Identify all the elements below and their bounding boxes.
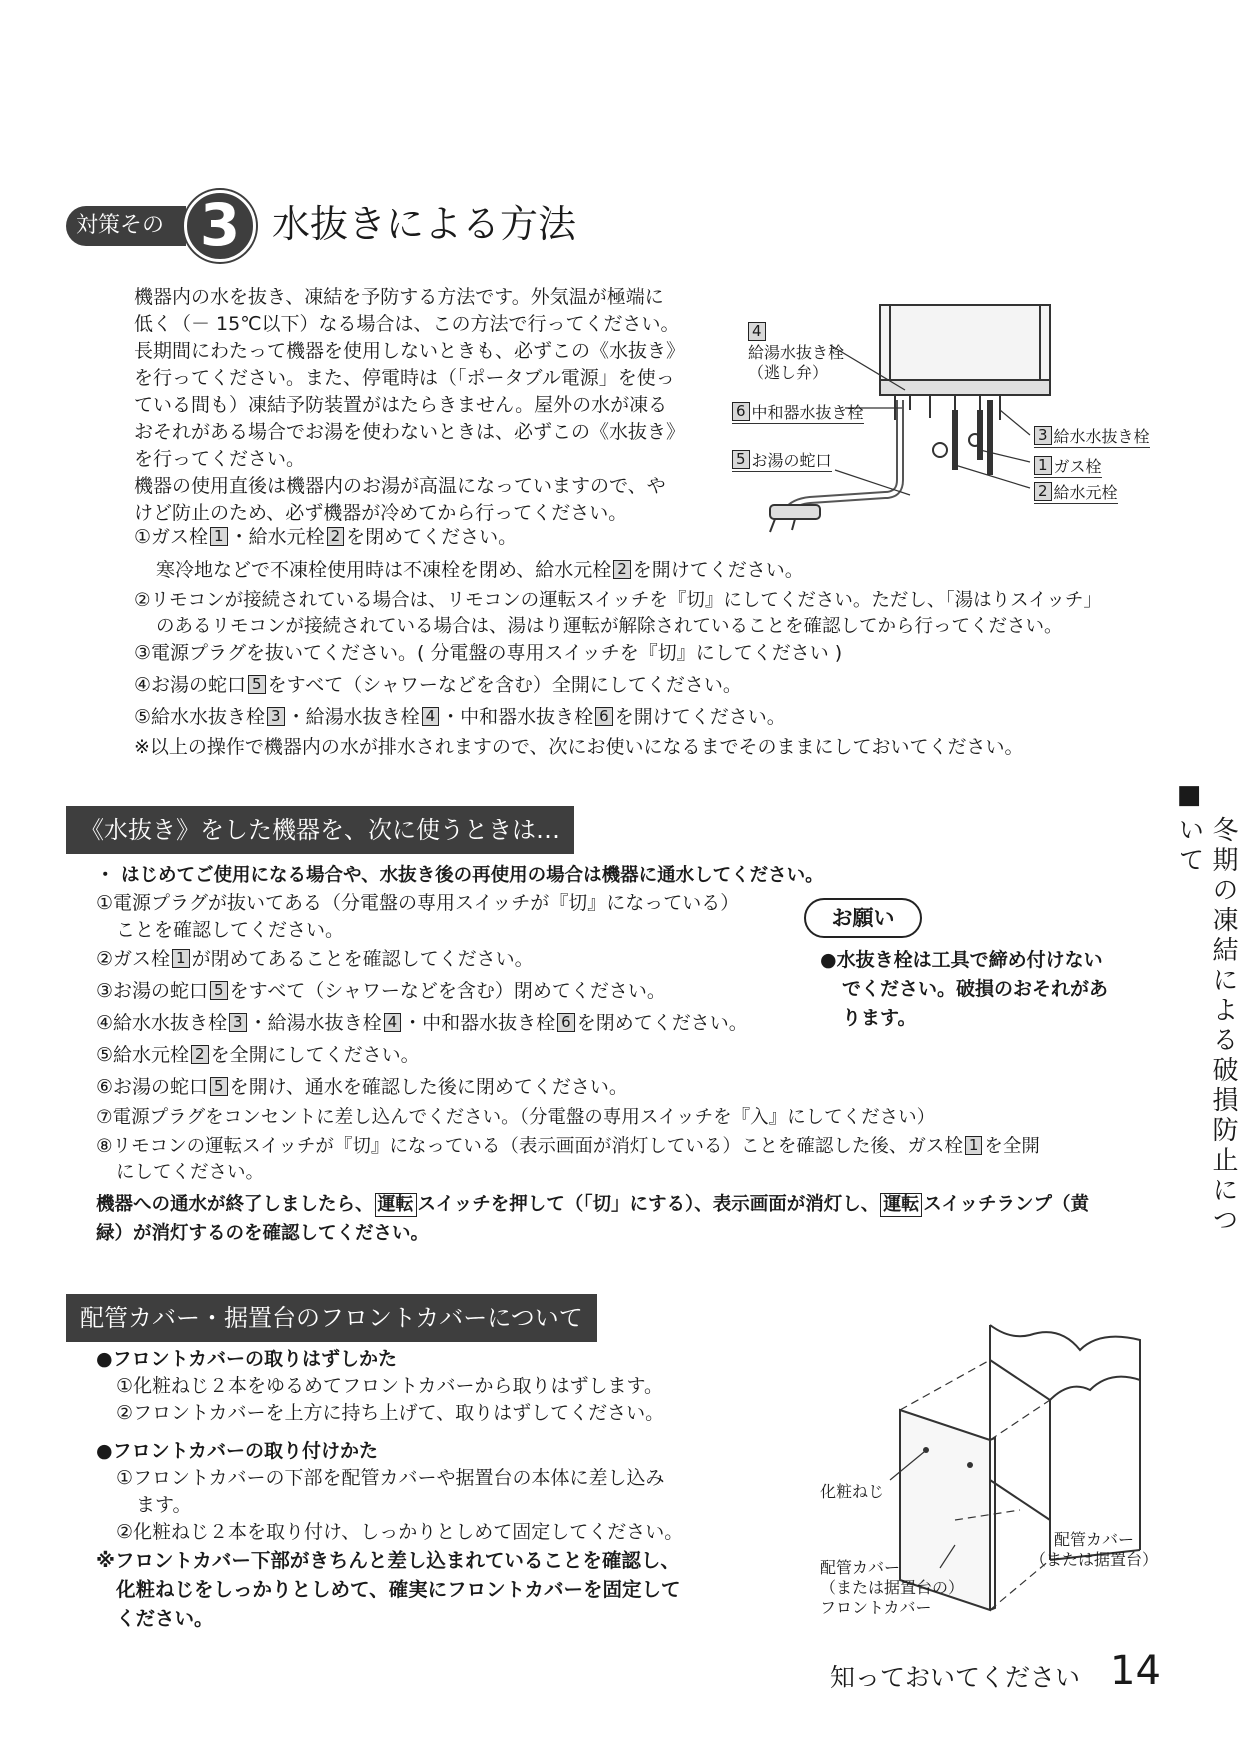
label-water-main-valve (1034, 482, 1118, 504)
step-text: をすべて（シャワーなどを含む）閉めてください。 (229, 980, 666, 1002)
side-tab-square: ■ (1176, 780, 1202, 810)
label-text: ガス栓 (1053, 457, 1102, 476)
step-text: を全開 (984, 1136, 1040, 1157)
steps-note: ※以上の操作で機器内の水が排水されますので、次にお使いになるまでそのままにしておいてください。 (134, 736, 1024, 758)
cover-remove (96, 1346, 664, 1427)
step-number-box: 2 (613, 560, 631, 579)
next-use-bullet: ・ はじめてご使用になる場合や、水抜き後の再使用の場合は機器に通水してください。 (96, 865, 824, 886)
label-number: 4 (748, 322, 766, 341)
cover-header: 配管カバー・据置台のフロントカバーについて (66, 1294, 597, 1342)
step-number-box: 3 (229, 1013, 247, 1032)
step-number-box: 5 (210, 981, 228, 1000)
step-5 (134, 704, 786, 731)
warning-line: ください。 (116, 1607, 214, 1630)
label-number: 5 (732, 450, 750, 469)
request-badge (804, 898, 922, 938)
step-number-box: 5 (210, 1077, 228, 1096)
cover-step: ①フロントカバーの下部を配管カバーや据置台の本体に差し込み (116, 1467, 665, 1489)
step-text: を閉めてください。 (346, 526, 518, 548)
label-text: 給水水抜き栓 (1053, 427, 1150, 446)
step-text: ⑧リモコンの運転スイッチが『切』になっている（表示画面が消灯している）ことを確認した後、ガス栓 (96, 1136, 963, 1157)
step-text: ・中和器水抜き栓 (441, 706, 594, 728)
cover-step: ます。 (136, 1494, 192, 1516)
step-text: を開け、通水を確認した後に閉めてください。 (229, 1076, 628, 1098)
step-text: スイッチランプ（黄 (923, 1194, 1090, 1215)
cover-step: ②化粧ねじ２本を取り付け、しっかりとしめて固定してください。 (116, 1521, 684, 1543)
diagram-label-front-cover (820, 1558, 964, 1618)
next-step-6 (96, 1074, 628, 1101)
label-number: 1 (1034, 456, 1052, 475)
step-text: ④給水水抜き栓 (96, 1012, 228, 1034)
step-text: を開けてください。 (614, 706, 786, 728)
step-number-box: 4 (422, 707, 440, 726)
step-text: ⑤給水元栓 (96, 1044, 190, 1066)
page-title: 水抜きによる方法 (272, 202, 577, 246)
step-text: ①ガス栓 (134, 526, 209, 548)
run-switch-key: 運転 (375, 1193, 417, 1217)
intro-line: を行ってください。また、停電時は（「ポータブル電源」を使っ (134, 367, 675, 389)
label-text: 給水元栓 (1053, 483, 1118, 502)
step-text: スイッチを押して（「切」にする）、表示画面が消灯し、 (417, 1194, 880, 1215)
step-text: にしてください。 (116, 1162, 265, 1183)
step-text: ④お湯の蛇口 (134, 674, 247, 696)
step-text: を開けてください。 (632, 559, 804, 581)
request-line: でください。破損のおそれがあ (842, 978, 1109, 1000)
step-4 (134, 672, 742, 699)
step-number-box: 1 (965, 1136, 983, 1155)
step-text: ・中和器水抜き栓 (403, 1012, 556, 1034)
label-number: 2 (1034, 482, 1052, 501)
step-text: ことを確認してください。 (116, 919, 345, 941)
step-number-box: 1 (210, 527, 228, 546)
section-heading (66, 190, 626, 260)
step-3: ③電源プラグを抜いてください。( 分電盤の専用スイッチを『切』にしてください ) (134, 642, 843, 664)
next-step-3 (96, 978, 666, 1005)
label-line: 配管カバー (1054, 1530, 1135, 1549)
step-number-box: 2 (327, 527, 345, 546)
label-text: 中和器水抜き栓 (751, 403, 864, 422)
label-number: 6 (732, 402, 750, 421)
step-number-box: 6 (595, 707, 613, 726)
label-line: （または据置台） (1030, 1550, 1159, 1569)
step-number-box: 4 (384, 1013, 402, 1032)
step-text: 緑）が消灯するのを確認してください。 (96, 1223, 430, 1244)
step-text: をすべて（シャワーなどを含む）全開にしてください。 (267, 674, 742, 696)
step-1 (134, 524, 517, 551)
cover-warning (96, 1546, 681, 1633)
step-text: ・給湯水抜き栓 (248, 1012, 382, 1034)
step-text: ・給水元栓 (229, 526, 325, 548)
cover-subtitle: ●フロントカバーの取り付けかた (96, 1440, 379, 1462)
request-text (820, 946, 1108, 1033)
step-text: ①電源プラグが抜いてある（分電盤の専用スイッチが『切』になっている） (96, 892, 740, 914)
cover-attach (96, 1438, 683, 1546)
step-text: のあるリモコンが接続されている場合は、湯はり運転が解除されていることを確認してから行ってください。 (156, 616, 1063, 637)
label-neutralizer-drain (732, 402, 864, 424)
next-step-7: ⑦電源プラグをコンセントに差し込んでください。（分電盤の専用スイッチを『入』にしてください） (96, 1107, 936, 1128)
cover-step: ②フロントカバーを上方に持ち上げて、取りはずしてください。 (116, 1402, 665, 1424)
section-number: 3 (199, 191, 241, 259)
diagram-label-screw: 化粧ねじ (820, 1482, 885, 1501)
step-text: ⑤給水水抜き栓 (134, 706, 266, 728)
next-step-8 (96, 1134, 1040, 1186)
step-2 (134, 588, 1102, 640)
step-number-box: 5 (248, 675, 266, 694)
request-title: お願い (831, 906, 895, 930)
run-switch-key: 運転 (880, 1193, 922, 1217)
step-text: ②ガス栓 (96, 948, 171, 970)
intro-line: 低く（－ 15℃以下）なる場合は、この方法で行ってください。 (134, 313, 680, 335)
step-number-box: 2 (191, 1045, 209, 1064)
next-step-1 (96, 890, 739, 944)
page-number: 14 (1110, 1648, 1161, 1694)
label-cold-water-drain (1034, 426, 1150, 448)
step-1-note (156, 557, 804, 584)
step-text: ②リモコンが接続されている場合は、リモコンの運転スイッチを『切』にしてください。ただし、「湯はりスイッチ」 (134, 590, 1102, 611)
warning-line: ※フロントカバー下部がきちんと差し込まれていることを確認し、 (96, 1549, 680, 1572)
step-text: 機器への通水が終了しましたら、 (96, 1194, 374, 1215)
step-text: を閉めてください。 (576, 1012, 748, 1034)
label-text: 給湯水抜き栓 (748, 343, 845, 362)
label-sub: （逃し弁） (748, 363, 829, 382)
next-step-2 (96, 946, 534, 973)
next-use-final (96, 1190, 1089, 1248)
step-text: ③お湯の蛇口 (96, 980, 209, 1002)
cover-subtitle: ●フロントカバーの取りはずしかた (96, 1348, 398, 1370)
intro-line: 長期間にわたって機器を使用しないときも、必ずこの《水抜き》 (134, 340, 686, 362)
label-number: 3 (1034, 426, 1052, 445)
step-number-box: 1 (172, 949, 190, 968)
label-gas-valve (1034, 456, 1102, 478)
step-number-box: 3 (267, 707, 285, 726)
intro-line: おそれがある場合でお湯を使わないときは、必ずこの《水抜き》 (134, 421, 686, 443)
section-badge-label: 対策その (76, 213, 165, 238)
step-text: ⑥お湯の蛇口 (96, 1076, 209, 1098)
request-line: ります。 (842, 1007, 917, 1029)
diagram-label-pipe-cover (1030, 1530, 1158, 1570)
side-tab-text: 冬期の凍結による破損防止について (1174, 816, 1238, 1236)
step-number-box: 6 (557, 1013, 575, 1032)
intro-line: ている間も）凍結予防装置がはたらきません。屋外の水が凍る (134, 394, 668, 416)
label-line: 配管カバー (820, 1558, 901, 1577)
request-line: ●水抜き栓は工具で締め付けない (820, 949, 1103, 971)
step-text: を全開にしてください。 (210, 1044, 420, 1066)
step-text: 寒冷地などで不凍栓使用時は不凍栓を閉め、給水元栓 (156, 559, 612, 581)
footer-text: 知っておいてください (830, 1663, 1081, 1692)
step-text: ・給湯水抜き栓 (286, 706, 420, 728)
label-hot-faucet (732, 450, 832, 472)
label-hot-water-drain (748, 322, 844, 383)
side-tab (1172, 780, 1238, 1236)
next-step-4 (96, 1010, 748, 1037)
intro-line: 機器の使用直後は機器内のお湯が高温になっていますので、や (134, 475, 666, 497)
intro-text (134, 284, 685, 527)
label-line: （または据置台の） (820, 1578, 965, 1597)
cover-step: ①化粧ねじ２本をゆるめてフロントカバーから取りはずします。 (116, 1375, 663, 1397)
label-line: フロントカバー (820, 1598, 932, 1617)
next-step-5 (96, 1042, 420, 1069)
label-text: お湯の蛇口 (751, 451, 832, 470)
step-text: が閉めてあることを確認してください。 (191, 948, 534, 970)
warning-line: 化粧ねじをしっかりとしめて、確実にフロントカバーを固定して (116, 1578, 681, 1601)
intro-line: を行ってください。 (134, 448, 306, 470)
intro-line: けど防止のため、必ず機器が冷めてから行ってください。 (134, 502, 628, 524)
next-use-header: 《水抜き》をした機器を、次に使うときは… (66, 806, 574, 854)
intro-line: 機器内の水を抜き、凍結を予防する方法です。外気温が極端に (134, 286, 664, 308)
